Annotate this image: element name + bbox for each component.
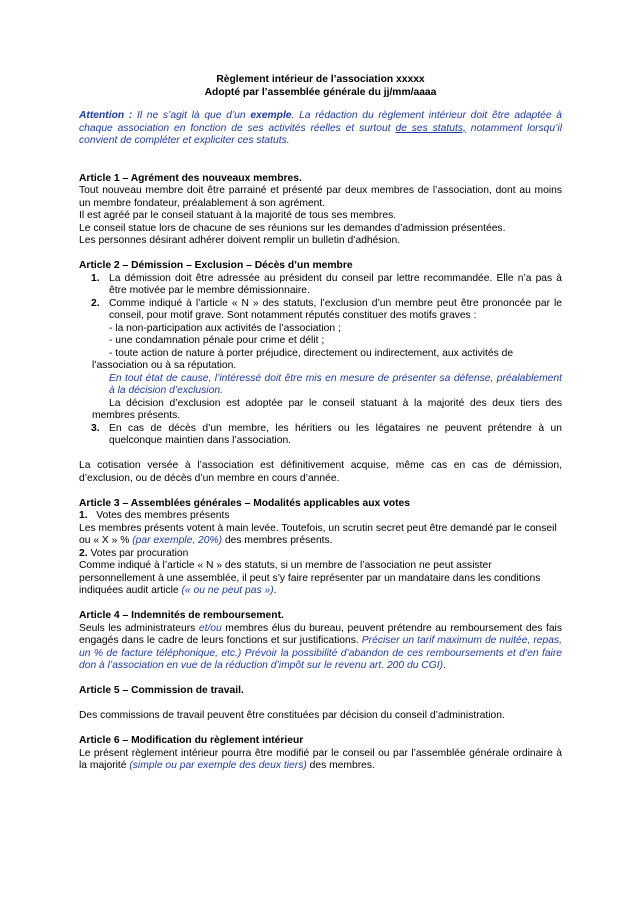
sub-number: 1.: [79, 510, 88, 521]
sub-number: 2.: [79, 547, 88, 559]
attention-text-1: Il ne s’agit là que d’un: [132, 110, 251, 121]
sub-title: Votes des membres présents: [96, 510, 230, 521]
article-5-heading: Article 5 – Commission de travail.: [79, 685, 244, 696]
motif-line: - toute action de nature à porter préjudice, directement ou indirectement, aux activités de: [109, 347, 514, 359]
text-run: Comme indiqué à l’article « N » des statuts, si un membre de l’association ne peut assister personnellement à une assemblée, il peut s’y faire représenter par un mandataire dans les conditions indiquées audit article: [79, 560, 541, 596]
attention-underlined: de ses statuts,: [395, 122, 466, 134]
document-page: [79, 70, 562, 773]
list-number: 1.: [91, 272, 100, 284]
defense-note: En tout état de cause, l’intéressé doit être mis en mesure de présenter sa défense, préalablement à la décision d’exclusion.: [109, 372, 562, 396]
title-block: [79, 74, 562, 99]
motif-line: - la non-participation aux activités de l’association ;: [109, 322, 341, 334]
list-item: [79, 298, 562, 323]
article-5: [79, 685, 562, 723]
list-number: 2.: [91, 297, 100, 309]
attention-label: Attention :: [79, 110, 133, 121]
text-run: membres élus du bureau, peuvent prétendre au remboursement des fais engagés dans le cadre de leurs fonctions et sur justifications.: [79, 622, 562, 646]
article-4-heading: Article 4 – Indemnités de remboursement.: [79, 610, 284, 621]
example-note: et/ou: [198, 622, 222, 634]
article-3-paragraph: [79, 523, 562, 548]
text-run: des membres.: [306, 760, 375, 771]
article-3-sub-2: [79, 548, 562, 561]
article-1-paragraph: Tout nouveau membre doit être parrainé et présenté par deux membres de l’association, dont au moins un membre fondateur, préalablement à son agrément.: [79, 185, 562, 209]
article-4-paragraph: [79, 623, 562, 673]
list-item-text: En cas de décès d’un membre, les héritiers ou les légataires ne peuvent prétendre à un quelconque maintien dans l’association.: [109, 422, 562, 446]
attention-text-2: . La rédaction du règlement intérieur doit être adaptée à chaque association en fonction de ses activités réelles et surtout: [79, 110, 562, 134]
article-1-paragraph: Il est agréé par le conseil statuant à la majorité de tous ses membres.: [79, 210, 397, 221]
motif-line-continued: l’association ou à sa réputation.: [92, 360, 237, 371]
article-5-paragraph: Des commissions de travail peuvent être constituées par décision du conseil d’administration.: [79, 710, 505, 721]
article-3-paragraph: [79, 560, 562, 598]
list-number: 3.: [91, 422, 100, 434]
text-run: des membres présents.: [222, 535, 333, 546]
sub-title: Votes par procuration: [87, 547, 189, 559]
exclusion-decision: La décision d’exclusion est adoptée par le conseil statuant à la majorité des deux tiers des membres présents.: [92, 397, 562, 421]
article-6-heading: Article 6 – Modification du règlement intérieur: [79, 735, 304, 746]
motif-line: - une condamnation pénale pour crime et délit ;: [109, 335, 325, 346]
article-6: [79, 735, 562, 773]
article-3: [79, 498, 562, 598]
article-1: [79, 173, 562, 248]
text-run: .: [273, 585, 277, 596]
list-item: [79, 423, 562, 448]
example-note: Préciser un tarif maximum de nuitée, repas, un % de facture téléphonique, etc.) Prévoir la possibilité d’abandon de ces remboursements et d’en faire don à l’association en vue de la réduction d’impôt sur le revenu art. 200 du CGI): [79, 635, 563, 671]
article-1-heading: Article 1 – Agrément des nouveaux membres.: [79, 172, 302, 184]
article-1-paragraph: Les personnes désirant adhérer doivent remplir un bulletin d’adhésion.: [79, 235, 401, 246]
article-3-sub-1: [79, 510, 562, 523]
attention-note: [79, 110, 562, 148]
document-subtitle: Adopté par l’assemblée générale du jj/mm/aaaa: [204, 86, 437, 98]
example-note: (simple ou par exemple des deux tiers): [129, 760, 307, 771]
article-6-paragraph: [79, 748, 562, 773]
article-1-paragraph: Le conseil statue lors de chacune de ses réunions sur les demandes d’admission présentées.: [79, 222, 506, 234]
article-2-heading: Article 2 – Démission – Exclusion – Décès d’un membre: [79, 260, 353, 271]
list-item-text: Comme indiqué à l’article « N » des statuts, l’exclusion d’un membre peut être prononcée par le conseil, pour motif grave. Sont notamment réputés constituer des motifs graves :: [109, 297, 562, 321]
list-item-text: La démission doit être adressée au président du conseil par lettre recommandée. Elle n’a pas à être motivée par le membre démissionnaire.: [109, 272, 562, 296]
example-note: (par exemple, 20%): [132, 535, 223, 546]
list-item: [79, 273, 562, 298]
text-run: Seuls les administrateurs: [79, 622, 199, 634]
example-note: (« ou ne peut pas »): [181, 585, 274, 596]
document-title: Règlement intérieur de l’association xxxxx: [216, 74, 425, 85]
text-run: Le présent règlement intérieur pourra être modifié par le conseil ou par l’assemblée générale ordinaire à la majorité: [79, 747, 562, 771]
article-4: [79, 610, 562, 673]
article-3-heading: Article 3 – Assemblées générales – Modalités applicables aux votes: [79, 497, 410, 509]
article-2: [79, 260, 562, 485]
text-run: .: [443, 660, 446, 671]
attention-text-3: notamment lorsqu’il convient de compléter et expliciter ces statuts.: [79, 122, 562, 146]
text-run: Les membres présents votent à main levée. Toutefois, un scrutin secret peut être demandé par le conseil ou « X » %: [79, 522, 557, 546]
cotisation-paragraph: La cotisation versée à l’association est définitivement acquise, même cas en cas de démission, d’exclusion, ou de décès d’un membre en cours d’année.: [79, 460, 562, 484]
attention-exemple: exemple: [250, 110, 292, 121]
